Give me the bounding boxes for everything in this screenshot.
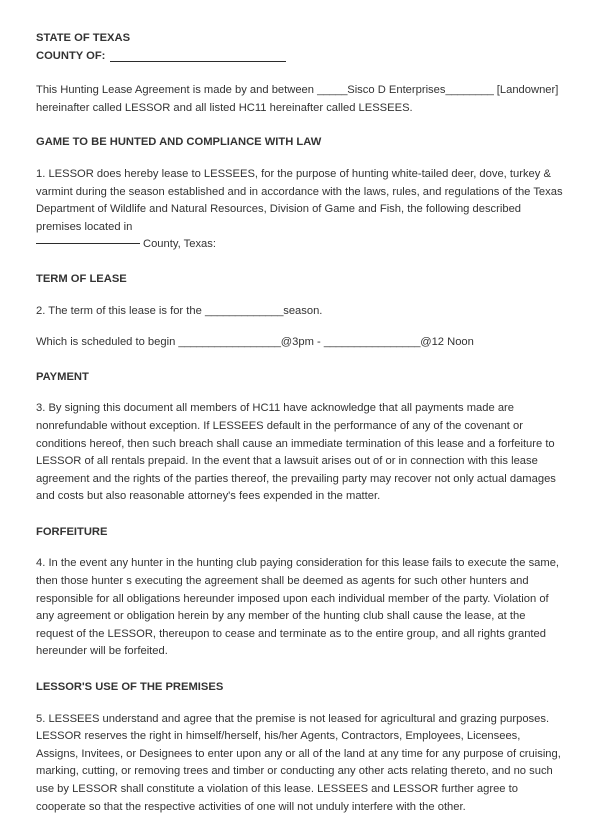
intro-blank-before-party[interactable]: _____ xyxy=(317,84,348,97)
schedule-end-blank[interactable]: ________________ xyxy=(323,336,421,349)
spacer xyxy=(36,661,565,679)
section-body-lessors-use-of-the-premises: 5. LESSEES understand and agree that the premise is not leased for agricultural and grazing purposes. LESSOR reserves the right in himself/herself, his/her Agents, Contractors, Employees, Licensees, Assigns, Invitees, or Designees to enter upon any or all of the land at any time for any purpose of cruising, marking, cutting, or removing trees and timber or conducting any other acts relating thereto, and no such use by LESSOR shall constitute a violation of this lease. LESSEES and LESSOR further agree to cooperate so that the respective activities of one will not unduly interfere with the other. xyxy=(36,712,561,813)
landowner-tag: [Landowner] xyxy=(493,84,559,97)
spacer xyxy=(36,541,565,555)
intro-line-2: hereinafter called LESSOR and all listed HC11 hereinafter called LESSEES. xyxy=(36,101,413,114)
spacer xyxy=(36,152,565,166)
section-heading-term-of-lease: TERM OF LEASE xyxy=(36,272,127,285)
lease-agreement-document xyxy=(36,30,565,816)
intro-paragraph xyxy=(36,82,565,117)
schedule-start-time: @3pm - xyxy=(280,336,324,349)
intro-text-before: This Hunting Lease Agreement is made by and between xyxy=(36,84,318,97)
spacer xyxy=(36,352,565,369)
spacer xyxy=(36,386,565,400)
schedule-start-blank[interactable]: _________________ xyxy=(178,336,281,349)
spacer xyxy=(36,65,565,82)
spacer xyxy=(36,289,565,303)
spacer xyxy=(36,254,565,271)
section-heading-forfeiture: FORFEITURE xyxy=(36,525,108,538)
term-line-a-after: season. xyxy=(283,304,323,317)
intro-blank-after-party[interactable]: ________ xyxy=(445,84,494,97)
county-of-field-row xyxy=(36,48,565,66)
section-1-text: 1. LESSOR does hereby lease to LESSEES, for the purpose of hunting white-tailed deer, dove, turkey & varmint during the season established and in accordance with the laws, rules, and regulations of the Texas Department of Wildlife and Natural Resources, Division of Game and Fish, the following described premises located in xyxy=(36,167,563,233)
schedule-line-before: Which is scheduled to begin xyxy=(36,336,179,349)
county-of-blank-rule[interactable] xyxy=(110,60,286,62)
section-heading-game-to-be-hunted: GAME TO BE HUNTED AND COMPLIANCE WITH LAW xyxy=(36,136,322,149)
landowner-party-name: Sisco D Enterprises xyxy=(347,84,446,97)
term-of-lease-season-line xyxy=(36,303,565,321)
county-blank-rule-inline[interactable] xyxy=(36,242,140,244)
county-texas-trailing: County, Texas: xyxy=(143,238,216,251)
section-body-payment: 3. By signing this document all members of HC11 have acknowledge that all payments made are nonrefundable without exception. If LESSEES default in the performance of any of the covenant or conditions hereof, then such breach shall cause an immediate termination of this lease and a forfeiture to LESSOR of all rentals prepaid. In the event that a lawsuit arises out of or in connection with this lease agreement and the rights of the parties thereof, the prevailing party may recover not only actual damages and costs but also reasonable attorney's fees expended in the matter. xyxy=(36,402,556,503)
spacer xyxy=(36,117,565,134)
term-of-lease-schedule-line xyxy=(36,334,565,352)
state-of-texas-line: STATE OF TEXAS xyxy=(36,32,131,44)
term-line-a-before: 2. The term of this lease is for the xyxy=(36,304,205,317)
schedule-end-time: @12 Noon xyxy=(420,336,474,349)
spacer xyxy=(36,320,565,334)
section-body-forfeiture: 4. In the event any hunter in the hunting club paying consideration for this lease fails to execute the same, then those hunter s executing the agreement shall be deemed as agents for such other hunters and responsible for all obligations hereunder imposed upon each individual member of the party. Violation of any agreement or obligation herein by any member of the hunting club shall cause the lease, at the request of the LESSOR, thereupon to cease and terminate as to the entire group, and all rights granted hereunder will be forfeited. xyxy=(36,557,560,658)
spacer xyxy=(36,697,565,711)
section-heading-payment: PAYMENT xyxy=(36,370,89,383)
county-of-label: COUNTY OF: xyxy=(36,49,106,62)
section-body-game-to-be-hunted xyxy=(36,166,565,254)
term-season-blank[interactable]: _____________ xyxy=(204,304,284,317)
spacer xyxy=(36,506,565,524)
section-heading-lessors-use-of-the-premises: LESSOR'S USE OF THE PREMISES xyxy=(36,681,224,694)
